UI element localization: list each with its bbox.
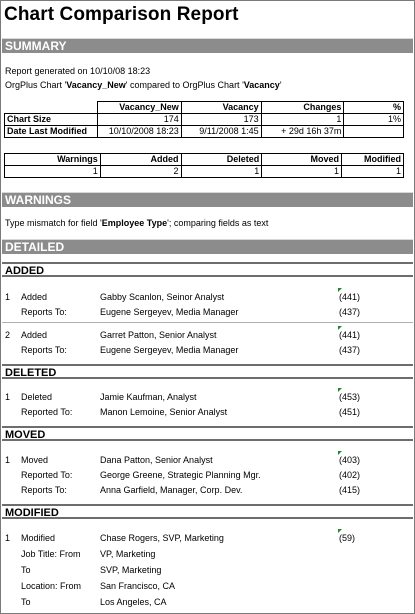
entry-label: Reports To: [21,307,67,317]
entry-value: Chase Rogers, SVP, Marketing [100,533,224,543]
deleted-header: DELETED [2,364,413,379]
entry-id: (437) [339,345,361,355]
table-cell: 1 [181,166,262,178]
entry-value: San Francisco, CA [100,581,176,591]
row-label: Date Last Modified [5,126,98,138]
entry-label: Reports To: [21,485,67,495]
counts-table [4,153,404,178]
entry-label: Modified [21,533,56,543]
entry-label: Reported To: [21,470,73,480]
entry-value: VP, Marketing [100,549,156,559]
moved-header: MOVED [2,426,413,441]
warning-suffix: '; comparing fields as text [167,218,269,228]
chart-old-name: Vacancy [243,80,280,90]
summary-header: SUMMARY [2,38,413,53]
entry-id: (59) [339,533,356,543]
table-row [5,114,404,126]
table-cell: 2 [100,166,181,178]
table-cell: 1 [5,166,101,178]
entry-id: (402) [339,470,361,480]
added-header: ADDED [2,262,413,277]
entry-label: Added [21,330,48,340]
entry-id: (451) [339,407,361,417]
warnings-header: WARNINGS [2,192,413,207]
summary-table-header [5,102,404,114]
entry-value: Anna Garfield, Manager, Corp. Dev. [100,485,243,495]
table-cell [344,126,404,138]
entry-label: Moved [21,455,49,465]
col-added: Added [100,154,181,166]
table-cell: 1 [262,166,342,178]
entry-label: Location: From [21,581,82,591]
col-changes: Changes [261,102,344,114]
table-cell: 174 [97,114,181,126]
entry-value: Dana Patton, Senior Analyst [100,455,213,465]
compare-prefix: OrgPlus Chart ' [5,80,67,90]
col-vacancy-new: Vacancy_New [97,102,181,114]
modified-header: MODIFIED [2,504,413,519]
generated-text: Report generated on 10/10/08 18:23 [5,66,151,76]
entry-id: (441) [339,330,361,340]
compare-mid: ' compared to OrgPlus Chart ' [125,80,244,90]
row-label: Chart Size [5,114,98,126]
table-cell: 173 [181,114,261,126]
table-cell: 9/11/2008 1:45 [181,126,261,138]
col-percent: % [344,102,404,114]
entry-label: Reports To: [21,345,67,355]
entry-number: 2 [5,330,11,340]
entry-number: 1 [5,292,11,302]
table-cell: 1% [344,114,404,126]
entry-id: (437) [339,307,361,317]
col-modified: Modified [342,154,404,166]
entry-value: Garret Patton, Senior Analyst [100,330,217,340]
entry-label: To [21,597,31,607]
table-row [5,126,404,138]
table-cell: 1 [261,114,344,126]
entry-id: (403) [339,455,361,465]
col-vacancy: Vacancy [181,102,261,114]
entry-value: SVP, Marketing [100,565,162,575]
entry-label: Reported To: [21,407,73,417]
entry-value: Eugene Sergeyev, Media Manager [100,307,239,317]
table-cell: 1 [342,166,404,178]
entry-value: George Greene, Strategic Planning Mgr. [100,470,261,480]
chart-new-name: Vacancy_New [66,80,126,90]
col-warnings: Warnings [5,154,101,166]
warning-text [5,218,268,229]
table-cell: 10/10/2008 18:23 [97,126,181,138]
entry-number: 1 [5,455,11,465]
compare-text [5,80,282,91]
col-moved: Moved [262,154,342,166]
entry-id: (453) [339,392,361,402]
table-row [5,166,404,178]
warning-field: Employee Type [101,218,168,228]
entry-number: 1 [5,392,11,402]
detailed-header: DETAILED [2,239,413,254]
entry-label: Job Title: From [21,549,81,559]
entry-value: Manon Lemoine, Senior Analyst [100,407,228,417]
col-deleted: Deleted [181,154,262,166]
entry-id: (441) [339,292,361,302]
counts-table-header [5,154,404,166]
entry-label: To [21,565,31,575]
entry-value: Los Angeles, CA [100,597,167,607]
entry-value: Jamie Kaufman, Analyst [100,392,197,402]
entry-number: 1 [5,533,11,543]
entry-label: Added [21,292,48,302]
entry-label: Deleted [21,392,53,402]
divider [2,322,413,323]
compare-suffix: ' [279,80,282,90]
warning-prefix: Type mismatch for field ' [5,218,102,228]
entry-id: (415) [339,485,361,495]
summary-table [4,101,404,138]
entry-value: Eugene Sergeyev, Media Manager [100,345,239,355]
table-cell: + 29d 16h 37m [261,126,344,138]
entry-value: Gabby Scanlon, Seinor Analyst [100,292,225,302]
report-title: Chart Comparison Report [4,4,239,25]
